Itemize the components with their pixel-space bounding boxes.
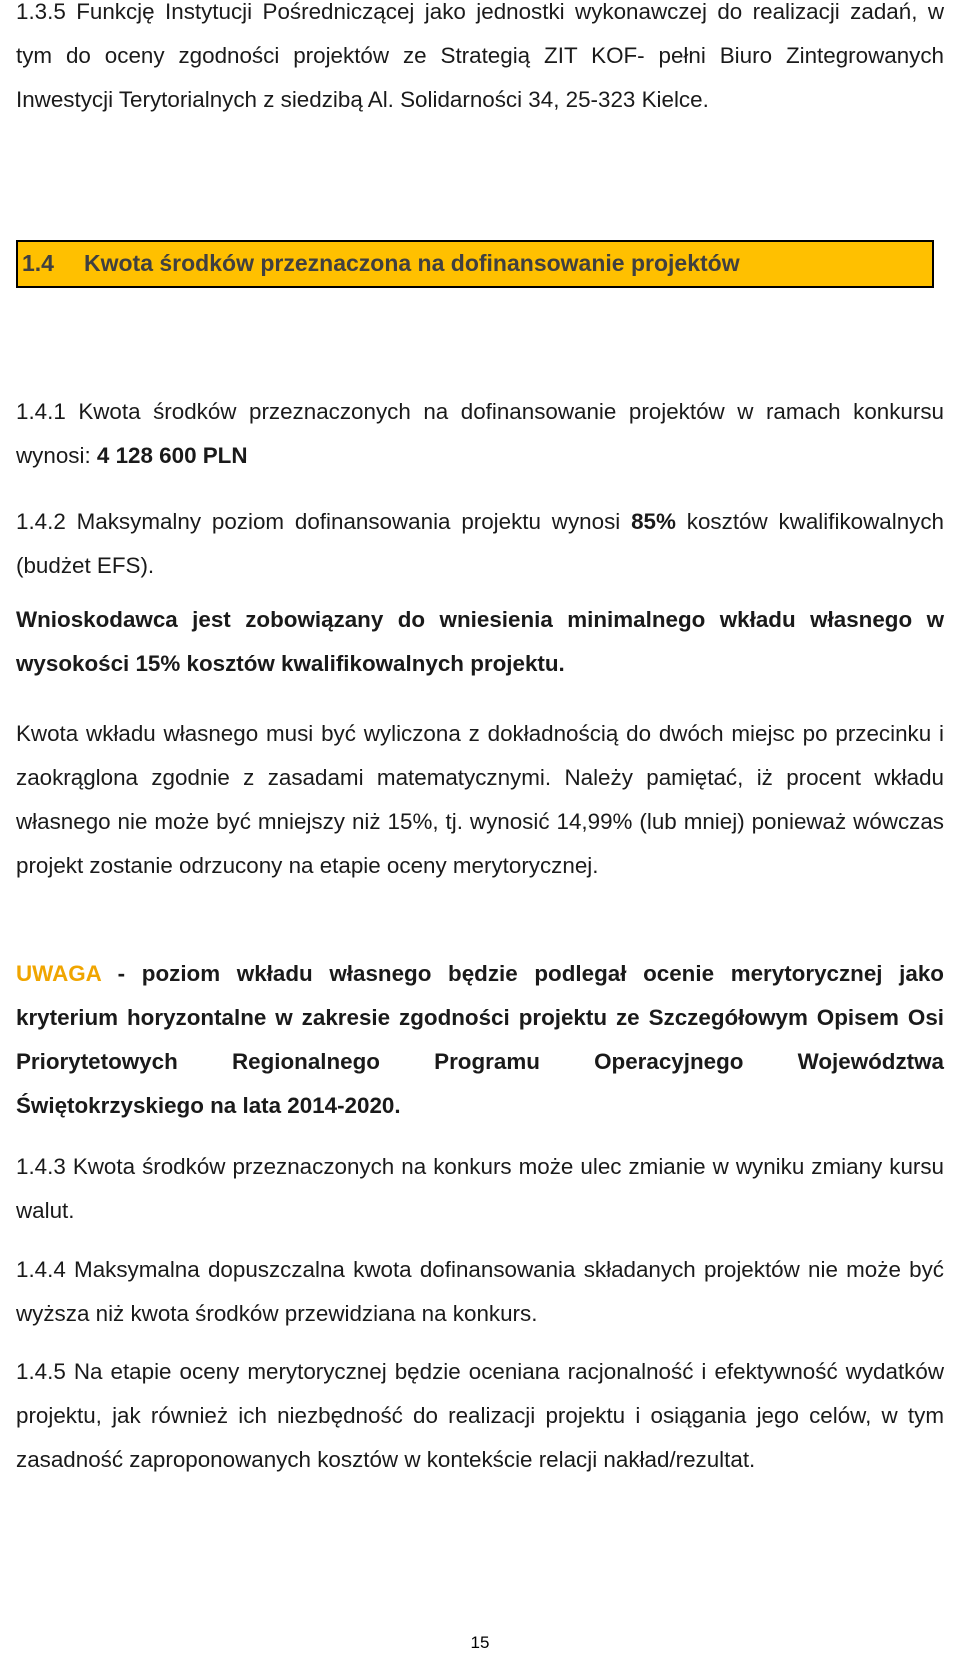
paragraph-1-4-2-lead: 1.4.2 Maksymalny poziom dofinansowania projektu wynosi [16,509,621,534]
paragraph-1-4-2-tail: kosztów kwalifikowalnych (budżet EFS). [16,509,944,578]
section-title: Kwota środków przeznaczona na dofinansowanie projektów [84,250,740,276]
paragraph-1-4-2 [16,500,944,588]
warning-paragraph [16,952,944,1128]
paragraph-1-4-4: 1.4.4 Maksymalna dopuszczalna kwota dofinansowania składanych projektów nie może być wyższa niż kwota środków przewidziana na konkurs. [16,1257,944,1326]
own-contribution-rounding-note: Kwota wkładu własnego musi być wyliczona z dokładnością do dwóch miejsc po przecinku i zaokrąglona zgodnie z zasadami matematycznymi. Należy pamiętać, iż procent wkładu własnego nie może być mniejszy niż 15%, tj. wynosić 14,99% (lub mniej) ponieważ wówczas projekt zostanie odrzucony na etapie oceny merytorycznej. [16,721,944,878]
warning-text: poziom wkładu własnego będzie podlegał ocenie merytorycznej jako kryterium horyzontalne w zakresie zgodności projektu ze Szczegółowym Opisem Osi Priorytetowych Regionalnego Programu Operacyjnego Województwa Świętokrzyskiego na lata 2014-2020. [16,961,944,1118]
warning-dash: - [101,961,142,986]
document-page [16,0,944,1659]
page-number: 15 [470,1633,490,1652]
paragraph-1-4-1-text: 1.4.1 Kwota środków przeznaczonych na dofinansowanie projektów w ramach konkursu wynosi: [16,399,944,468]
paragraph-1-4-5: 1.4.5 Na etapie oceny merytorycznej będzie oceniana racjonalność i efektywność wydatków projektu, jak również ich niezbędność do realizacji projektu i osiągania jego celów, w tym zasadność zaproponowanych kosztów w kontekście relacji nakład/rezultat. [16,1359,944,1472]
section-number: 1.4 [22,250,54,276]
funding-amount: 4 128 600 PLN [96,443,248,468]
paragraph-1-3-5: 1.3.5 Funkcję Instytucji Pośredniczącej jako jednostki wykonawczej do realizacji zadań, w tym do oceny zgodności projektów ze Strategią ZIT KOF- pełni Biuro Zintegrowanych Inwestycji Terytorialnych z siedzibą Al. Solidarności 34, 25-323 Kielce. [16,0,944,112]
own-contribution-requirement: Wnioskodawca jest zobowiązany do wniesienia minimalnego wkładu własnego w wysokości 15% kosztów kwalifikowalnych projektu. [16,607,944,676]
warning-label: UWAGA [16,961,101,986]
paragraph-1-4-1 [16,390,944,478]
section-heading-1-4 [16,240,934,288]
paragraph-1-4-3: 1.4.3 Kwota środków przeznaczonych na konkurs może ulec zmianie w wyniku zmiany kursu walut. [16,1154,944,1223]
max-funding-percent: 85% [631,509,676,534]
